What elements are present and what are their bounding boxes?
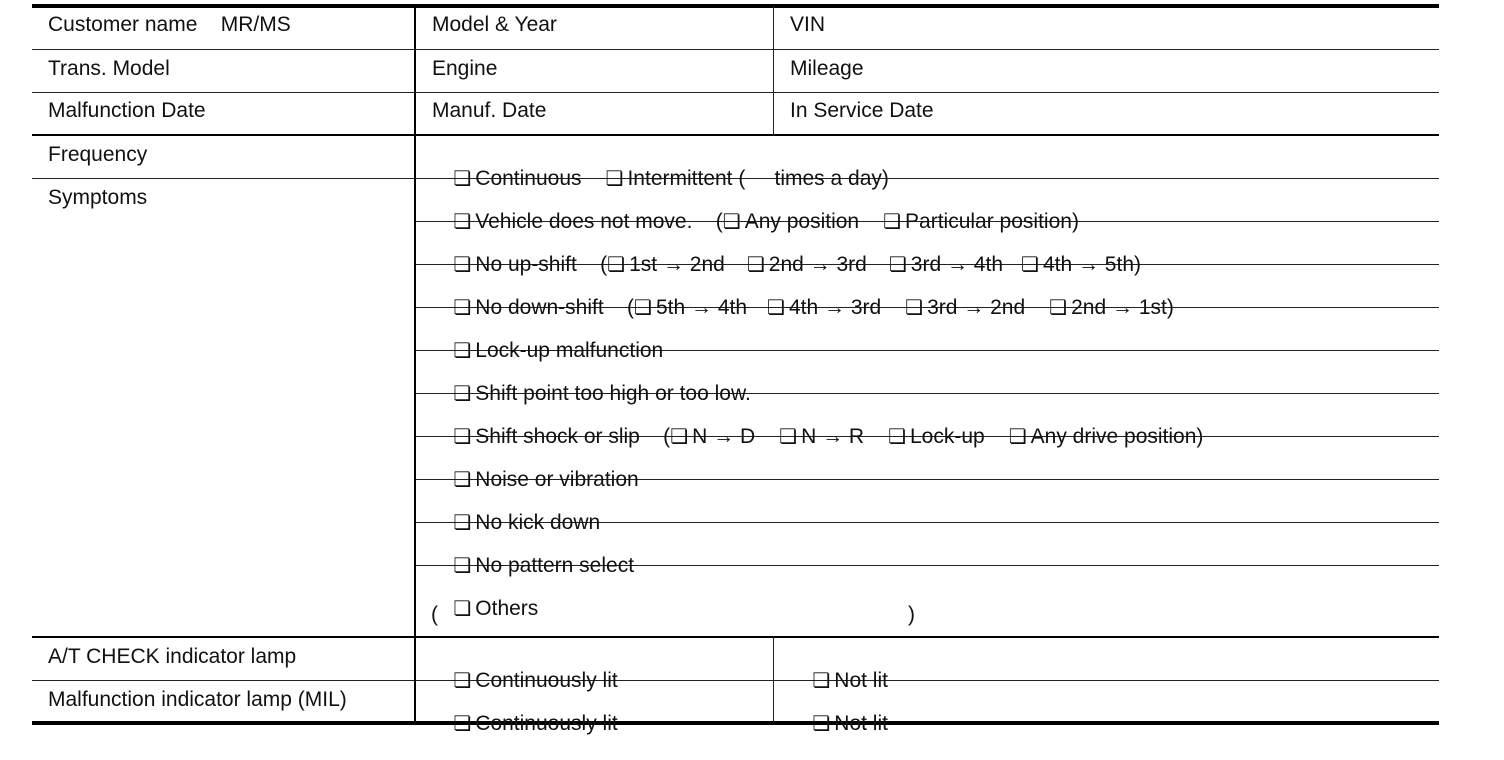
shock-lockup-checkbox[interactable]: ❏ Lock-up	[888, 425, 985, 448]
checkbox-icon: ❏	[883, 211, 902, 233]
continuous-checkbox[interactable]: ❏ Continuous	[453, 167, 582, 190]
no-downshift-checkbox[interactable]: ❏ No down-shift (	[453, 296, 635, 319]
shift-point-checkbox[interactable]: ❏ Shift point too high or too low.	[453, 382, 751, 405]
checkbox-icon: ❏	[888, 426, 906, 448]
mil-continuous-checkbox[interactable]: ❏ Continuously lit	[453, 712, 618, 735]
mil-label: Malfunction indicator lamp (MIL)	[48, 688, 347, 711]
checkbox-icon: ❏	[453, 297, 472, 319]
checkbox-icon: ❏	[767, 297, 785, 319]
at-check-continuous-checkbox[interactable]: ❏ Continuously lit	[453, 669, 618, 692]
upshift-2-3-checkbox[interactable]: ❏ 2nd → 3rd	[746, 253, 867, 276]
checkbox-icon: ❏	[1008, 426, 1027, 448]
checkbox-icon: ❏	[722, 211, 741, 233]
checkbox-icon: ❏	[453, 211, 472, 233]
shock-n-r-checkbox[interactable]: ❏ N → R	[779, 425, 865, 448]
checkbox-icon: ❏	[453, 469, 472, 491]
column-divider	[773, 637, 774, 722]
mileage-label: Mileage	[790, 57, 864, 80]
row-divider	[32, 134, 1439, 136]
no-upshift-checkbox[interactable]: ❏ No up-shift (	[453, 253, 608, 276]
checkbox-icon: ❏	[453, 512, 472, 534]
downshift-5-4-checkbox[interactable]: ❏ 5th → 4th	[634, 296, 748, 319]
checkbox-icon: ❏	[1021, 254, 1039, 276]
shock-n-d-checkbox[interactable]: ❏ N → D	[670, 425, 756, 448]
column-divider	[773, 6, 774, 135]
checkbox-icon: ❏	[453, 670, 472, 692]
vehicle-not-move-checkbox[interactable]: ❏ Vehicle does not move. (	[453, 210, 723, 233]
row-divider	[32, 92, 1439, 93]
trans-model-label: Trans. Model	[48, 57, 170, 80]
manuf-date-label: Manuf. Date	[432, 99, 547, 122]
top-border	[32, 4, 1439, 8]
checkbox-icon: ❏	[779, 426, 798, 448]
checkbox-icon: ❏	[453, 383, 472, 405]
checkbox-icon: ❏	[746, 254, 765, 276]
upshift-4-5-checkbox[interactable]: ❏ 4th → 5th)	[1021, 253, 1141, 276]
frequency-label: Frequency	[48, 143, 148, 166]
mil-continuous	[430, 688, 618, 760]
in-service-date-label: In Service Date	[790, 99, 934, 122]
others-checkbox[interactable]: ❏ Others	[453, 597, 539, 620]
upshift-1-2-checkbox[interactable]: ❏ 1st → 2nd	[607, 253, 725, 276]
at-check-not-lit-checkbox[interactable]: ❏ Not lit	[812, 669, 888, 692]
symptoms-label: Symptoms	[48, 186, 148, 209]
others-paren-close: )	[908, 603, 915, 626]
downshift-3-2-checkbox[interactable]: ❏ 3rd → 2nd	[905, 296, 1026, 319]
downshift-2-1-checkbox[interactable]: ❏ 2nd → 1st)	[1049, 296, 1174, 319]
checkbox-icon: ❏	[605, 168, 624, 190]
vin-label: VIN	[790, 13, 826, 36]
downshift-4-3-checkbox[interactable]: ❏ 4th → 3rd	[767, 296, 882, 319]
shock-any-drive-checkbox[interactable]: ❏ Any drive position)	[1008, 425, 1204, 448]
others-paren-open: (	[431, 603, 438, 626]
shift-shock-checkbox[interactable]: ❏ Shift shock or slip (	[453, 425, 671, 448]
any-position-checkbox[interactable]: ❏ Any position	[722, 210, 860, 233]
mil-not-lit-checkbox[interactable]: ❏ Not lit	[812, 712, 888, 735]
row-divider	[32, 680, 1439, 681]
mil-not-lit	[789, 688, 888, 760]
row-divider	[32, 49, 1439, 50]
upshift-3-4-checkbox[interactable]: ❏ 3rd → 4th	[888, 253, 1003, 276]
checkbox-icon: ❏	[1049, 297, 1068, 319]
model-year-label: Model & Year	[432, 13, 557, 36]
checkbox-icon: ❏	[888, 254, 907, 276]
engine-label: Engine	[432, 57, 498, 80]
column-divider	[414, 6, 416, 723]
checkbox-icon: ❏	[634, 297, 652, 319]
no-kick-down-checkbox[interactable]: ❏ No kick down	[453, 511, 601, 534]
checkbox-icon: ❏	[607, 254, 626, 276]
checkbox-icon: ❏	[453, 598, 472, 620]
checkbox-icon: ❏	[453, 340, 472, 362]
checkbox-icon: ❏	[453, 555, 472, 577]
checkbox-icon: ❏	[453, 713, 472, 735]
checkbox-icon: ❏	[453, 254, 472, 276]
checkbox-icon: ❏	[453, 168, 472, 190]
particular-position-checkbox[interactable]: ❏ Particular position)	[883, 210, 1079, 233]
malfunction-date-label: Malfunction Date	[48, 99, 206, 122]
checkbox-icon: ❏	[812, 670, 831, 692]
row-divider	[32, 636, 1439, 638]
noise-vibration-checkbox[interactable]: ❏ Noise or vibration	[453, 468, 639, 491]
no-pattern-select-checkbox[interactable]: ❏ No pattern select	[453, 554, 635, 577]
others-input[interactable]	[444, 603, 904, 627]
intermittent-checkbox[interactable]: ❏ Intermittent ( times a day)	[605, 167, 889, 190]
customer-name-label: Customer name MR/MS	[48, 13, 291, 36]
checkbox-icon: ❏	[905, 297, 924, 319]
checkbox-icon: ❏	[670, 426, 689, 448]
lockup-malfunction-checkbox[interactable]: ❏ Lock-up malfunction	[453, 339, 664, 362]
checkbox-icon: ❏	[812, 713, 831, 735]
at-check-label: A/T CHECK indicator lamp	[48, 645, 297, 668]
checkbox-icon: ❏	[453, 426, 472, 448]
bottom-border	[32, 721, 1439, 725]
